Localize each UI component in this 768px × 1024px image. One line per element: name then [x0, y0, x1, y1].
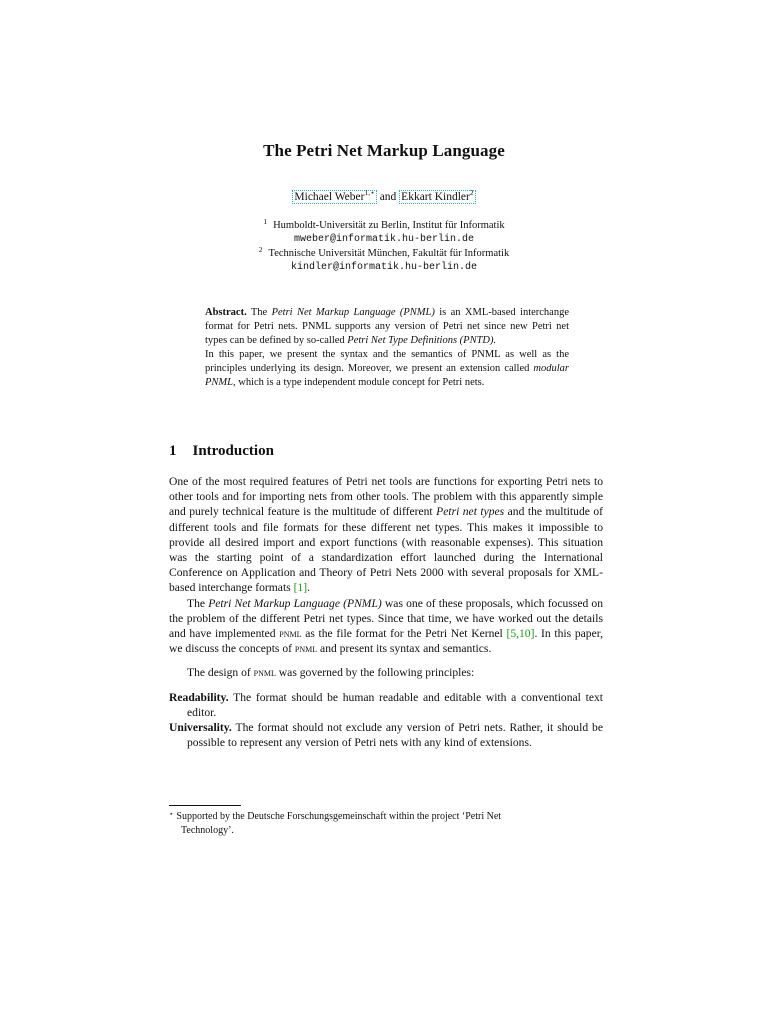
paragraph-text: The — [187, 596, 206, 610]
citation-link[interactable]: [1] — [293, 581, 308, 595]
author-conjunction: and — [379, 190, 397, 203]
pnml-smallcaps: pnml — [253, 666, 276, 680]
abstract-label: Abstract. — [205, 307, 247, 318]
abstract-emphasis: Petri Net Type Definitions (PNTD). — [347, 335, 497, 346]
paragraph-text: was governed by the following principles: — [278, 666, 475, 680]
paragraph-text: . In this paper, we discuss the concepts of — [169, 627, 604, 656]
abstract-text: The — [250, 307, 268, 318]
intro-body — [169, 474, 603, 750]
principle-text: The format should not exclude any version of Petri nets. Rather, it should be possible to represent any version of Petri nets with any kind of extensions. — [187, 721, 603, 750]
principle-text: The format should be human readable and editable with a conventional text editor. — [187, 690, 603, 719]
paragraph-text: and the multitude of different tools and file formats for these different net types. This makes it impossible to provide all desired import and export functions (with reasonable expenses). This situation was the starting point of a standardization effort launched during the International Conference on Application and Theory of Petri Nets 2000 with several proposals for XML-based interchange formats — [169, 505, 604, 595]
author-link-weber[interactable] — [292, 190, 376, 204]
paragraph-emphasis: Petri net types — [436, 505, 505, 519]
section-number: 1 — [169, 443, 177, 459]
footnote — [169, 808, 603, 837]
footnote-mark: ⋆ — [169, 810, 174, 818]
author-line — [0, 188, 768, 203]
principle-item — [169, 720, 603, 750]
section-heading — [169, 443, 274, 460]
principle-term: Readability. — [169, 690, 229, 704]
intro-paragraph-1 — [169, 474, 603, 596]
paragraph-text: was one of these proposals, which focussed on the problem of the different Petri net types. Since that time, we have worked out the details and have implemented — [169, 596, 603, 641]
affiliation-email: kindler@informatik.hu-berlin.de — [290, 262, 478, 273]
intro-paragraph-2 — [169, 596, 603, 657]
paragraph-text: and present its syntax and semantics. — [320, 642, 492, 656]
author-name-kindler: Ekkart Kindler — [401, 190, 470, 203]
section-title: Introduction — [192, 443, 274, 459]
principle-item — [169, 690, 603, 720]
abstract-text: is an XML-based interchange format for Petri nets. PNML supports any version of Petri net since new Petri net types can be defined by so-called — [205, 307, 569, 346]
paper-title: The Petri Net Markup Language — [263, 141, 505, 160]
affiliation-institution: Technische Universität München, Fakultät für Informatik — [268, 248, 510, 259]
paragraph-text: as the file format for the Petri Net Kernel — [305, 627, 503, 641]
paragraph-text: The design of — [187, 666, 251, 680]
principles-list — [169, 690, 603, 751]
citation-link[interactable]: [5,10] — [506, 627, 535, 641]
footnote-rule — [169, 805, 241, 806]
abstract-text: In this paper, we present the syntax and the semantics of PNML as well as the principles underlying its design. Moreover, we present an extension called — [205, 349, 569, 374]
author-marks-kindler: 2 — [469, 188, 474, 197]
paragraph-text: One of the most required features of Petri net tools are functions for exporting Petri nets to other tools and for importing nets from other tools. The problem with this apparently simple and purely technical feature is the multitude of different — [169, 475, 603, 519]
abstract-text: , which is a type independent module concept for Petri nets. — [233, 377, 485, 388]
abstract-emphasis: Petri Net Markup Language (PNML) — [271, 307, 435, 318]
affiliation-number: 2 — [258, 245, 263, 254]
affiliation-2 — [0, 243, 768, 275]
affiliation-number: 1 — [263, 217, 268, 226]
principle-term: Universality. — [169, 721, 232, 735]
author-link-kindler[interactable] — [399, 190, 475, 204]
footnote-text-line-1: Supported by the Deutsche Forschungsgemeinschaft within the project ‘Petri Net — [176, 811, 502, 822]
pnml-smallcaps: pnml — [294, 642, 318, 656]
paragraph-text: . — [307, 581, 311, 595]
abstract — [205, 306, 569, 390]
paragraph-emphasis: Petri Net Markup Language (PNML) — [208, 596, 382, 610]
footnote-text-line-2: Technology’. — [181, 824, 234, 836]
author-name-weber: Michael Weber — [294, 190, 365, 203]
intro-paragraph-3 — [169, 665, 603, 680]
author-marks-weber: 1,⋆ — [364, 188, 375, 197]
pnml-smallcaps: pnml — [279, 627, 302, 641]
abstract-emphasis: modular PNML — [205, 363, 569, 388]
affiliation-institution: Humboldt-Universität zu Berlin, Institut für Informatik — [273, 220, 505, 231]
affiliation-email: mweber@informatik.hu-berlin.de — [293, 234, 475, 245]
